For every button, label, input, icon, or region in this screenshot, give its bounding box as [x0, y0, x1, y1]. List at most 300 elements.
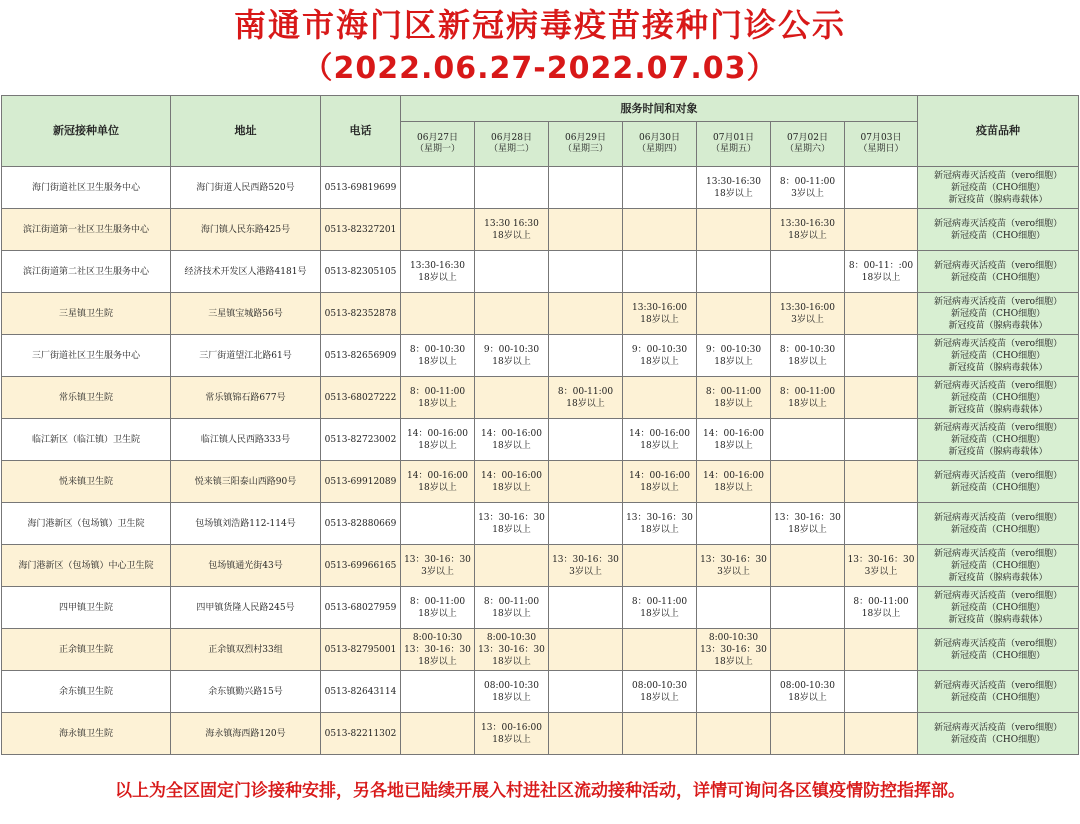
unit-cell: 滨江街道第一社区卫生服务中心 [2, 209, 171, 251]
phone-cell: 0513-82723002 [321, 419, 401, 461]
schedule-line: 8:00-10:30 [708, 632, 759, 643]
address-cell: 正余镇双烈村33组 [171, 629, 321, 671]
schedule-line: 13:30 16:30 [484, 218, 539, 229]
schedule-line: 8：00-10:30 [779, 344, 836, 355]
day-weekday: （星期一） [414, 144, 460, 154]
phone-cell: 0513-82211302 [321, 713, 401, 755]
table-row [2, 461, 1079, 503]
schedule-line: 13：00-16:00 [481, 722, 542, 733]
schedule-cell [549, 461, 623, 503]
schedule-cell [697, 461, 771, 503]
unit-cell: 常乐镇卫生院 [2, 377, 171, 419]
schedule-cell [623, 461, 697, 503]
schedule-line: 14：00-16:00 [481, 428, 542, 439]
vaccine-cell [918, 251, 1079, 293]
schedule-cell [845, 209, 918, 251]
schedule-line: 18岁以上 [492, 524, 531, 535]
schedule-cell [845, 251, 918, 293]
phone-cell: 0513-82352878 [321, 293, 401, 335]
vaccine-item: 新冠病毒灭活疫苗（vero细胞） [933, 170, 1063, 181]
schedule-cell [697, 587, 771, 629]
phone-cell: 0513-69912089 [321, 461, 401, 503]
schedule-cell [623, 167, 697, 209]
schedule-line: 18岁以上 [492, 692, 531, 703]
schedule-line: 8：00-11:00 [409, 386, 466, 397]
vaccine-item: 新冠疫苗（CHO细胞） [950, 182, 1046, 193]
schedule-line: 9：00-10:30 [705, 344, 762, 355]
schedule-line: 18岁以上 [640, 482, 679, 493]
schedule-cell [771, 167, 845, 209]
schedule-cell [845, 419, 918, 461]
day-date: 07月02日 [787, 133, 828, 143]
schedule-line: 18岁以上 [418, 656, 457, 667]
vaccine-cell [918, 293, 1079, 335]
vaccine-item: 新冠疫苗（CHO细胞） [950, 524, 1046, 535]
phone-cell: 0513-69819699 [321, 167, 401, 209]
page-title: 南通市海门区新冠病毒疫苗接种门诊公示 [233, 6, 846, 44]
table-row [2, 293, 1079, 335]
schedule-line: 14：00-16:00 [629, 428, 690, 439]
schedule-line: 18岁以上 [418, 272, 457, 283]
schedule-line: 13：30-16：30 [700, 554, 767, 565]
address-cell: 三星镇宝城路56号 [171, 293, 321, 335]
vaccine-item: 新冠病毒灭活疫苗（vero细胞） [933, 338, 1063, 349]
address-cell: 四甲镇货隆人民路245号 [171, 587, 321, 629]
footer-note: 以上为全区固定门诊接种安排，另各地已陆续开展入村进社区流动接种活动，详情可询问各区镇疫情防控指挥部。 [115, 781, 965, 801]
address-column-header: 地址 [171, 96, 321, 167]
phone-cell: 0513-82305105 [321, 251, 401, 293]
vaccine-cell [918, 671, 1079, 713]
schedule-cell [549, 167, 623, 209]
day-header [549, 122, 623, 167]
phone-cell: 0513-68027959 [321, 587, 401, 629]
vaccine-cell [918, 503, 1079, 545]
vaccine-item: 新冠疫苗（CHO细胞） [950, 434, 1046, 445]
vaccine-item: 新冠疫苗（腺病毒载体） [948, 614, 1048, 625]
day-date: 07月01日 [713, 133, 754, 143]
schedule-line: 13：30-16：30 [552, 554, 619, 565]
schedule-line: 18岁以上 [566, 398, 605, 409]
vaccine-item: 新冠病毒灭活疫苗（vero细胞） [933, 470, 1063, 481]
schedule-cell [549, 377, 623, 419]
schedule-cell [771, 629, 845, 671]
day-weekday: （星期六） [784, 144, 830, 154]
unit-cell: 海门港新区（包场镇）中心卫生院 [2, 545, 171, 587]
schedule-cell [697, 209, 771, 251]
address-cell: 经济技术开发区人港路4181号 [171, 251, 321, 293]
unit-cell: 悦来镇卫生院 [2, 461, 171, 503]
vaccine-item: 新冠疫苗（CHO细胞） [950, 602, 1046, 613]
schedule-line: 13:30-16:30 [780, 218, 835, 229]
unit-cell: 四甲镇卫生院 [2, 587, 171, 629]
schedule-line: 18岁以上 [714, 482, 753, 493]
schedule-cell [697, 293, 771, 335]
schedule-line: 9：00-10:30 [631, 344, 688, 355]
schedule-line: 18岁以上 [418, 608, 457, 619]
schedule-line: 14：00-16:00 [629, 470, 690, 481]
schedule-line: 18岁以上 [861, 608, 901, 619]
vaccine-item: 新冠疫苗（CHO细胞） [950, 560, 1046, 571]
schedule-line: 8：00-11：:00 [848, 260, 914, 271]
vaccine-item: 新冠疫苗（CHO细胞） [950, 392, 1046, 403]
schedule-cell [771, 587, 845, 629]
schedule-cell [475, 167, 549, 209]
schedule-line: 08:00-10:30 [632, 680, 687, 691]
schedule-cell [623, 209, 697, 251]
vaccine-item: 新冠疫苗（腺病毒载体） [948, 404, 1048, 415]
schedule-line: 08:00-10:30 [780, 680, 835, 691]
schedule-line: 18岁以上 [714, 398, 753, 409]
schedule-line: 3岁以上 [717, 566, 750, 577]
schedule-line: 18岁以上 [418, 440, 457, 451]
schedule-cell [697, 545, 771, 587]
schedule-line: 18岁以上 [418, 356, 457, 367]
vaccine-cell [918, 587, 1079, 629]
day-date: 06月28日 [491, 133, 532, 143]
schedule-line: 8：00-11:00 [853, 596, 909, 607]
schedule-line: 18岁以上 [492, 656, 531, 667]
vaccine-item: 新冠疫苗（腺病毒载体） [948, 572, 1048, 583]
schedule-cell [845, 293, 918, 335]
schedule-cell [401, 671, 475, 713]
table-row [2, 545, 1079, 587]
schedule-line: 18岁以上 [492, 356, 531, 367]
schedule-line: 18岁以上 [788, 692, 827, 703]
unit-cell: 三星镇卫生院 [2, 293, 171, 335]
vaccine-cell [918, 713, 1079, 755]
schedule-cell [549, 671, 623, 713]
schedule-cell [475, 545, 549, 587]
schedule-cell [845, 671, 918, 713]
schedule-line: 3岁以上 [791, 188, 824, 199]
unit-cell: 余东镇卫生院 [2, 671, 171, 713]
vaccine-item: 新冠病毒灭活疫苗（vero细胞） [933, 422, 1063, 433]
vaccine-cell [918, 461, 1079, 503]
schedule-cell [475, 671, 549, 713]
schedule-line: 9：00-10:30 [483, 344, 540, 355]
vaccine-cell [918, 167, 1079, 209]
day-header [697, 122, 771, 167]
schedule-cell [475, 209, 549, 251]
vaccine-item: 新冠疫苗（CHO细胞） [950, 650, 1046, 661]
schedule-cell [401, 293, 475, 335]
schedule-cell [475, 419, 549, 461]
schedule-line: 18岁以上 [492, 608, 531, 619]
table-row [2, 419, 1079, 461]
schedule-cell [401, 629, 475, 671]
day-weekday: （星期二） [488, 144, 534, 154]
vaccine-item: 新冠疫苗（CHO细胞） [950, 350, 1046, 361]
schedule-cell [771, 335, 845, 377]
unit-cell: 海永镇卫生院 [2, 713, 171, 755]
schedule-line: 13：30-16：30 [478, 644, 545, 655]
schedule-line: 14：00-16:00 [407, 470, 468, 481]
phone-cell: 0513-82643114 [321, 671, 401, 713]
vaccine-item: 新冠疫苗（腺病毒载体） [948, 194, 1048, 205]
schedule-cell [697, 251, 771, 293]
schedule-line: 13：30-16：30 [626, 512, 693, 523]
day-date: 06月30日 [639, 133, 680, 143]
schedule-table [1, 95, 1079, 755]
unit-cell: 滨江街道第二社区卫生服务中心 [2, 251, 171, 293]
vaccine-column-header: 疫苗品种 [918, 96, 1079, 167]
schedule-line: 18岁以上 [714, 440, 753, 451]
address-cell: 余东镇勤兴路15号 [171, 671, 321, 713]
schedule-cell [697, 335, 771, 377]
schedule-cell [845, 545, 918, 587]
schedule-line: 13：30-16：30 [847, 554, 915, 565]
schedule-cell [401, 713, 475, 755]
schedule-cell [845, 713, 918, 755]
vaccine-item: 新冠病毒灭活疫苗（vero细胞） [933, 722, 1063, 733]
vaccine-item: 新冠疫苗（CHO细胞） [950, 272, 1046, 283]
schedule-line: 18岁以上 [788, 230, 827, 241]
schedule-cell [697, 629, 771, 671]
day-header [401, 122, 475, 167]
date-range-subtitle: （2022.06.27-2022.07.03） [302, 51, 778, 86]
schedule-cell [771, 671, 845, 713]
address-cell: 海门街道人民西路520号 [171, 167, 321, 209]
schedule-cell [623, 419, 697, 461]
vaccine-item: 新冠病毒灭活疫苗（vero细胞） [933, 296, 1063, 307]
schedule-cell [771, 209, 845, 251]
schedule-cell [845, 587, 918, 629]
schedule-line: 14：00-16:00 [481, 470, 542, 481]
unit-cell: 海门街道社区卫生服务中心 [2, 167, 171, 209]
vaccine-item: 新冠病毒灭活疫苗（vero细胞） [933, 512, 1063, 523]
schedule-cell [697, 713, 771, 755]
schedule-cell [401, 167, 475, 209]
schedule-line: 13：30-16：30 [404, 554, 471, 565]
schedule-cell [697, 503, 771, 545]
schedule-line: 13:30-16:00 [632, 302, 687, 313]
schedule-cell [475, 335, 549, 377]
vaccine-cell [918, 209, 1079, 251]
table-row [2, 713, 1079, 755]
schedule-line: 18岁以上 [714, 356, 753, 367]
schedule-cell [401, 209, 475, 251]
vaccine-item: 新冠疫苗（CHO细胞） [950, 482, 1046, 493]
schedule-cell [623, 671, 697, 713]
vaccine-item: 新冠疫苗（腺病毒载体） [948, 362, 1048, 373]
schedule-cell [845, 461, 918, 503]
phone-cell: 0513-82880669 [321, 503, 401, 545]
vaccine-item: 新冠疫苗（CHO细胞） [950, 308, 1046, 319]
schedule-cell [475, 251, 549, 293]
day-weekday: （星期三） [562, 144, 608, 154]
schedule-line: 8：00-11:00 [779, 386, 836, 397]
schedule-cell [549, 713, 623, 755]
address-cell: 常乐镇锦石路677号 [171, 377, 321, 419]
schedule-cell [401, 419, 475, 461]
unit-cell: 海门港新区（包场镇）卫生院 [2, 503, 171, 545]
day-date: 06月27日 [417, 133, 458, 143]
address-cell: 海永镇海西路120号 [171, 713, 321, 755]
schedule-line: 13：30-16：30 [700, 644, 767, 655]
table-row [2, 251, 1079, 293]
schedule-cell [549, 545, 623, 587]
schedule-cell [475, 461, 549, 503]
schedule-cell [771, 377, 845, 419]
schedule-line: 18岁以上 [788, 524, 827, 535]
schedule-cell [697, 167, 771, 209]
schedule-line: 18岁以上 [418, 482, 457, 493]
vaccine-item: 新冠病毒灭活疫苗（vero细胞） [933, 380, 1063, 391]
vaccine-item: 新冠病毒灭活疫苗（vero细胞） [933, 590, 1063, 601]
vaccine-item: 新冠疫苗（腺病毒载体） [948, 320, 1048, 331]
schedule-cell [845, 335, 918, 377]
table-row [2, 335, 1079, 377]
phone-cell: 0513-68027222 [321, 377, 401, 419]
address-cell: 包场镇刘浩路112-114号 [171, 503, 321, 545]
schedule-line: 8：00-11:00 [705, 386, 762, 397]
schedule-line: 18岁以上 [492, 482, 531, 493]
schedule-line: 14：00-16:00 [703, 470, 764, 481]
schedule-cell [549, 629, 623, 671]
schedule-cell [771, 251, 845, 293]
address-cell: 三厂街道望江北路61号 [171, 335, 321, 377]
schedule-cell [549, 209, 623, 251]
unit-cell: 三厂街道社区卫生服务中心 [2, 335, 171, 377]
vaccine-cell [918, 377, 1079, 419]
schedule-cell [549, 587, 623, 629]
schedule-line: 18岁以上 [492, 734, 531, 745]
schedule-line: 13:30-16:30 [706, 176, 761, 187]
schedule-cell [845, 377, 918, 419]
schedule-line: 18岁以上 [788, 398, 827, 409]
phone-cell: 0513-82656909 [321, 335, 401, 377]
table-row [2, 587, 1079, 629]
schedule-line: 18岁以上 [788, 356, 827, 367]
table-row [2, 209, 1079, 251]
schedule-cell [549, 251, 623, 293]
address-cell: 海门镇人民东路425号 [171, 209, 321, 251]
schedule-line: 3岁以上 [569, 566, 602, 577]
phone-cell: 0513-69966165 [321, 545, 401, 587]
phone-column-header: 电话 [321, 96, 401, 167]
vaccine-item: 新冠疫苗（CHO细胞） [950, 692, 1046, 703]
schedule-line: 18岁以上 [640, 314, 679, 325]
schedule-line: 3岁以上 [864, 566, 898, 577]
day-date: 07月03日 [860, 133, 902, 143]
schedule-cell [697, 419, 771, 461]
vaccine-item: 新冠疫苗（腺病毒载体） [948, 446, 1048, 457]
schedule-line: 8：00-11:00 [483, 596, 540, 607]
vaccine-item: 新冠病毒灭活疫苗（vero细胞） [933, 548, 1063, 559]
unit-column-header: 新冠接种单位 [2, 96, 171, 167]
unit-cell: 临江新区（临江镇）卫生院 [2, 419, 171, 461]
schedule-line: 18岁以上 [640, 692, 679, 703]
schedule-line: 13:30-16:00 [780, 302, 835, 313]
schedule-line: 8：00-11:00 [557, 386, 614, 397]
schedule-cell [771, 503, 845, 545]
schedule-cell [549, 503, 623, 545]
schedule-line: 3岁以上 [421, 566, 454, 577]
phone-cell: 0513-82327201 [321, 209, 401, 251]
vaccine-item: 新冠疫苗（CHO细胞） [950, 734, 1046, 745]
schedule-cell [623, 503, 697, 545]
table-row [2, 503, 1079, 545]
schedule-line: 13：30-16：30 [404, 644, 471, 655]
vaccine-item: 新冠病毒灭活疫苗（vero细胞） [933, 680, 1063, 691]
schedule-cell [475, 587, 549, 629]
vaccine-cell [918, 419, 1079, 461]
address-cell: 包场镇通光街43号 [171, 545, 321, 587]
schedule-line: 18岁以上 [640, 524, 679, 535]
schedule-cell [401, 251, 475, 293]
schedule-line: 14：00-16:00 [703, 428, 764, 439]
day-header [845, 122, 918, 167]
address-cell: 悦来镇三阳泰山西路90号 [171, 461, 321, 503]
schedule-cell [549, 293, 623, 335]
schedule-line: 3岁以上 [791, 314, 824, 325]
schedule-cell [845, 503, 918, 545]
day-header [623, 122, 697, 167]
schedule-cell [771, 461, 845, 503]
schedule-line: 18岁以上 [714, 188, 753, 199]
schedule-cell [401, 377, 475, 419]
vaccine-item: 新冠病毒灭活疫苗（vero细胞） [933, 638, 1063, 649]
schedule-line: 8：00-11:00 [779, 176, 836, 187]
schedule-line: 13:30-16:30 [410, 260, 465, 271]
schedule-cell [845, 167, 918, 209]
service-time-header: 服务时间和对象 [401, 96, 918, 122]
day-header [475, 122, 549, 167]
schedule-line: 18岁以上 [492, 440, 531, 451]
day-weekday: （星期五） [710, 144, 756, 154]
table-row [2, 167, 1079, 209]
schedule-line: 8：00-11:00 [409, 596, 466, 607]
schedule-line: 18岁以上 [714, 656, 753, 667]
phone-cell: 0513-82795001 [321, 629, 401, 671]
schedule-line: 18岁以上 [861, 272, 901, 283]
schedule-line: 18岁以上 [492, 230, 531, 241]
unit-cell: 正余镇卫生院 [2, 629, 171, 671]
schedule-cell [623, 335, 697, 377]
vaccine-cell [918, 335, 1079, 377]
schedule-cell [623, 377, 697, 419]
table-row [2, 671, 1079, 713]
schedule-cell [623, 587, 697, 629]
schedule-line: 8:00-10:30 [486, 632, 537, 643]
vaccine-item: 新冠疫苗（CHO细胞） [950, 230, 1046, 241]
schedule-cell [401, 461, 475, 503]
schedule-line: 8：00-10:30 [409, 344, 466, 355]
schedule-cell [475, 629, 549, 671]
schedule-line: 13：30-16：30 [478, 512, 545, 523]
schedule-cell [771, 293, 845, 335]
schedule-line: 8：00-11:00 [631, 596, 688, 607]
schedule-cell [401, 503, 475, 545]
schedule-cell [475, 377, 549, 419]
table-row [2, 629, 1079, 671]
schedule-cell [623, 629, 697, 671]
table-row [2, 377, 1079, 419]
day-date: 06月29日 [565, 133, 606, 143]
schedule-line: 14：00-16:00 [407, 428, 468, 439]
vaccine-item: 新冠病毒灭活疫苗（vero细胞） [933, 260, 1063, 271]
schedule-cell [401, 335, 475, 377]
schedule-line: 18岁以上 [418, 398, 457, 409]
schedule-cell [697, 377, 771, 419]
schedule-cell [697, 671, 771, 713]
schedule-cell [623, 713, 697, 755]
schedule-line: 08:00-10:30 [484, 680, 539, 691]
schedule-cell [475, 503, 549, 545]
schedule-line: 18岁以上 [640, 608, 679, 619]
schedule-cell [475, 713, 549, 755]
schedule-cell [771, 419, 845, 461]
